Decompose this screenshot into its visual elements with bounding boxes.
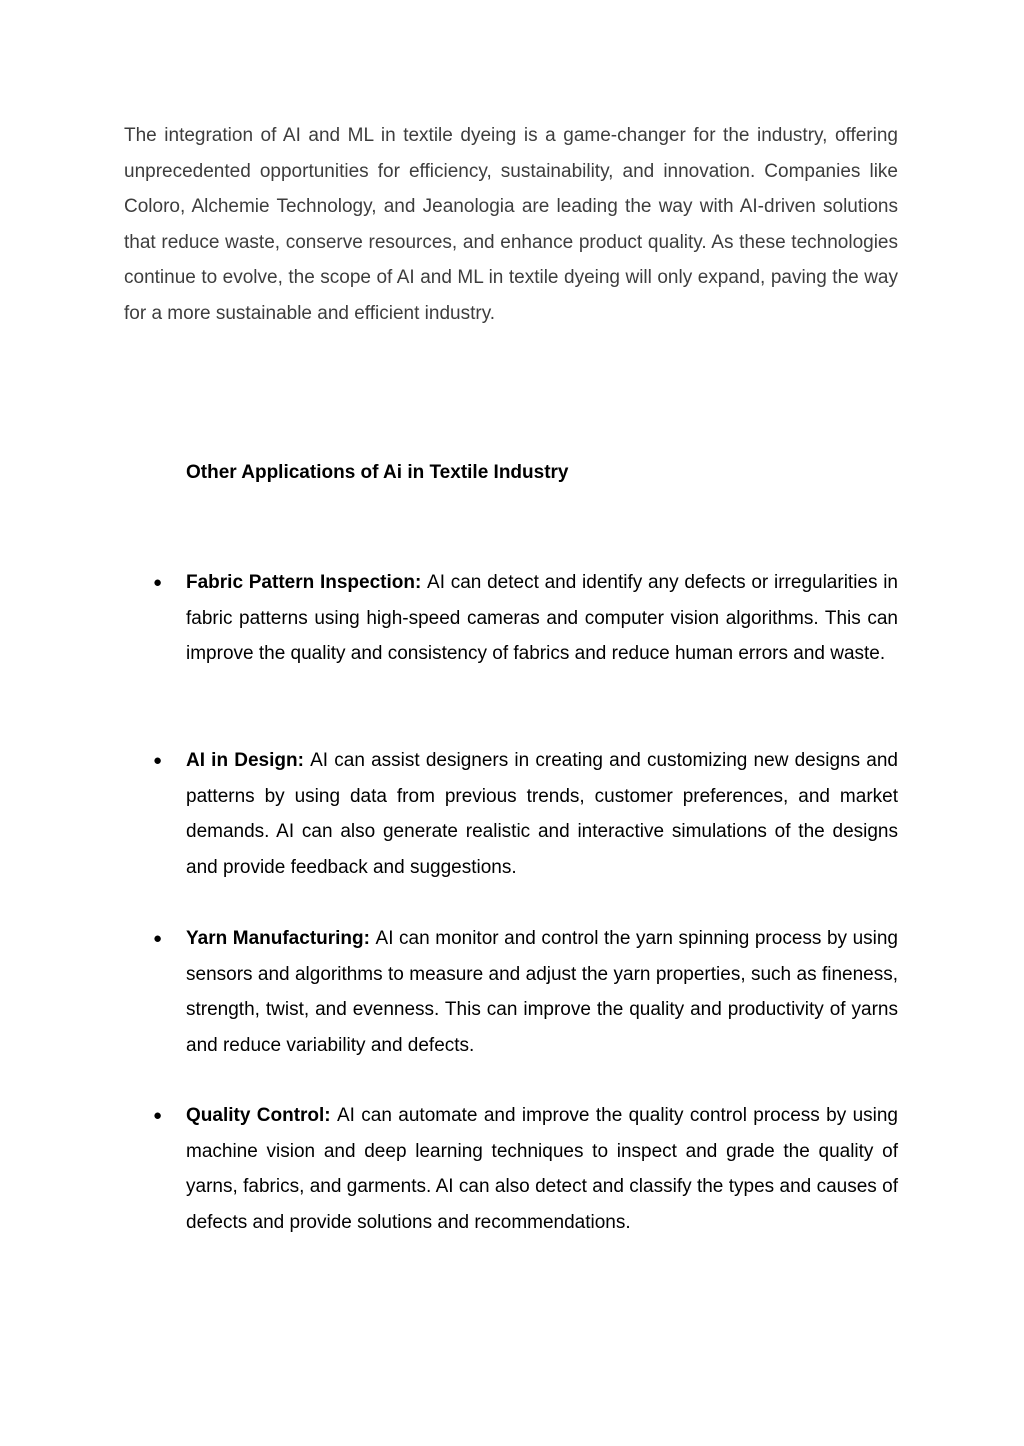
item-term: Quality Control: bbox=[186, 1105, 337, 1126]
item-description: AI can monitor and control the yarn spinning process by using sensors and algorithms to measure and adjust the yarn properties, such as fineness, strength, twist, and evenness. This can improve the quality and productivity of yarns and reduce variability and defects. bbox=[186, 928, 898, 1056]
bullet-icon: ● bbox=[153, 574, 163, 591]
list-item-yarn-manufacturing bbox=[153, 921, 898, 1063]
list-item-ai-in-design bbox=[153, 743, 898, 885]
bullet-icon: ● bbox=[153, 1107, 163, 1124]
section-heading: Other Applications of Ai in Textile Industry bbox=[186, 462, 569, 483]
bullet-icon: ● bbox=[153, 752, 163, 769]
item-term: AI in Design: bbox=[186, 750, 311, 771]
list-item-quality-control bbox=[153, 1098, 899, 1240]
bullet-icon: ● bbox=[153, 930, 163, 947]
item-term: Yarn Manufacturing: bbox=[186, 928, 376, 949]
item-description: AI can detect and identify any defects or irregularities in fabric patterns using high-speed cameras and computer vision algorithms. This can improve the quality and consistency of fabrics and reduce human errors and waste. bbox=[186, 572, 899, 665]
intro-paragraph: The integration of AI and ML in textile dyeing is a game-changer for the industry, offering unprecedented opportunities for efficiency, sustainability, and innovation. Companies like Coloro, Alchemie Technology, and Jeanologia are leading the way with AI-driven solutions that reduce waste, conserve resources, and enhance product quality. As these technologies continue to evolve, the scope of AI and ML in textile dyeing will only expand, paving the way for a more sustainable and efficient industry. bbox=[124, 125, 898, 324]
item-description: AI can automate and improve the quality control process by using machine vision and deep learning techniques to inspect and grade the quality of yarns, fabrics, and garments. AI can also detect and classify the types and causes of defects and provide solutions and recommendations. bbox=[186, 1105, 899, 1233]
item-description: AI can assist designers in creating and customizing new designs and patterns by using data from previous trends, customer preferences, and market demands. AI can also generate realistic and interactive simulations of the designs and provide feedback and suggestions. bbox=[186, 750, 898, 878]
list-item-fabric-pattern-inspection bbox=[153, 565, 899, 672]
item-term: Fabric Pattern Inspection: bbox=[186, 572, 428, 593]
